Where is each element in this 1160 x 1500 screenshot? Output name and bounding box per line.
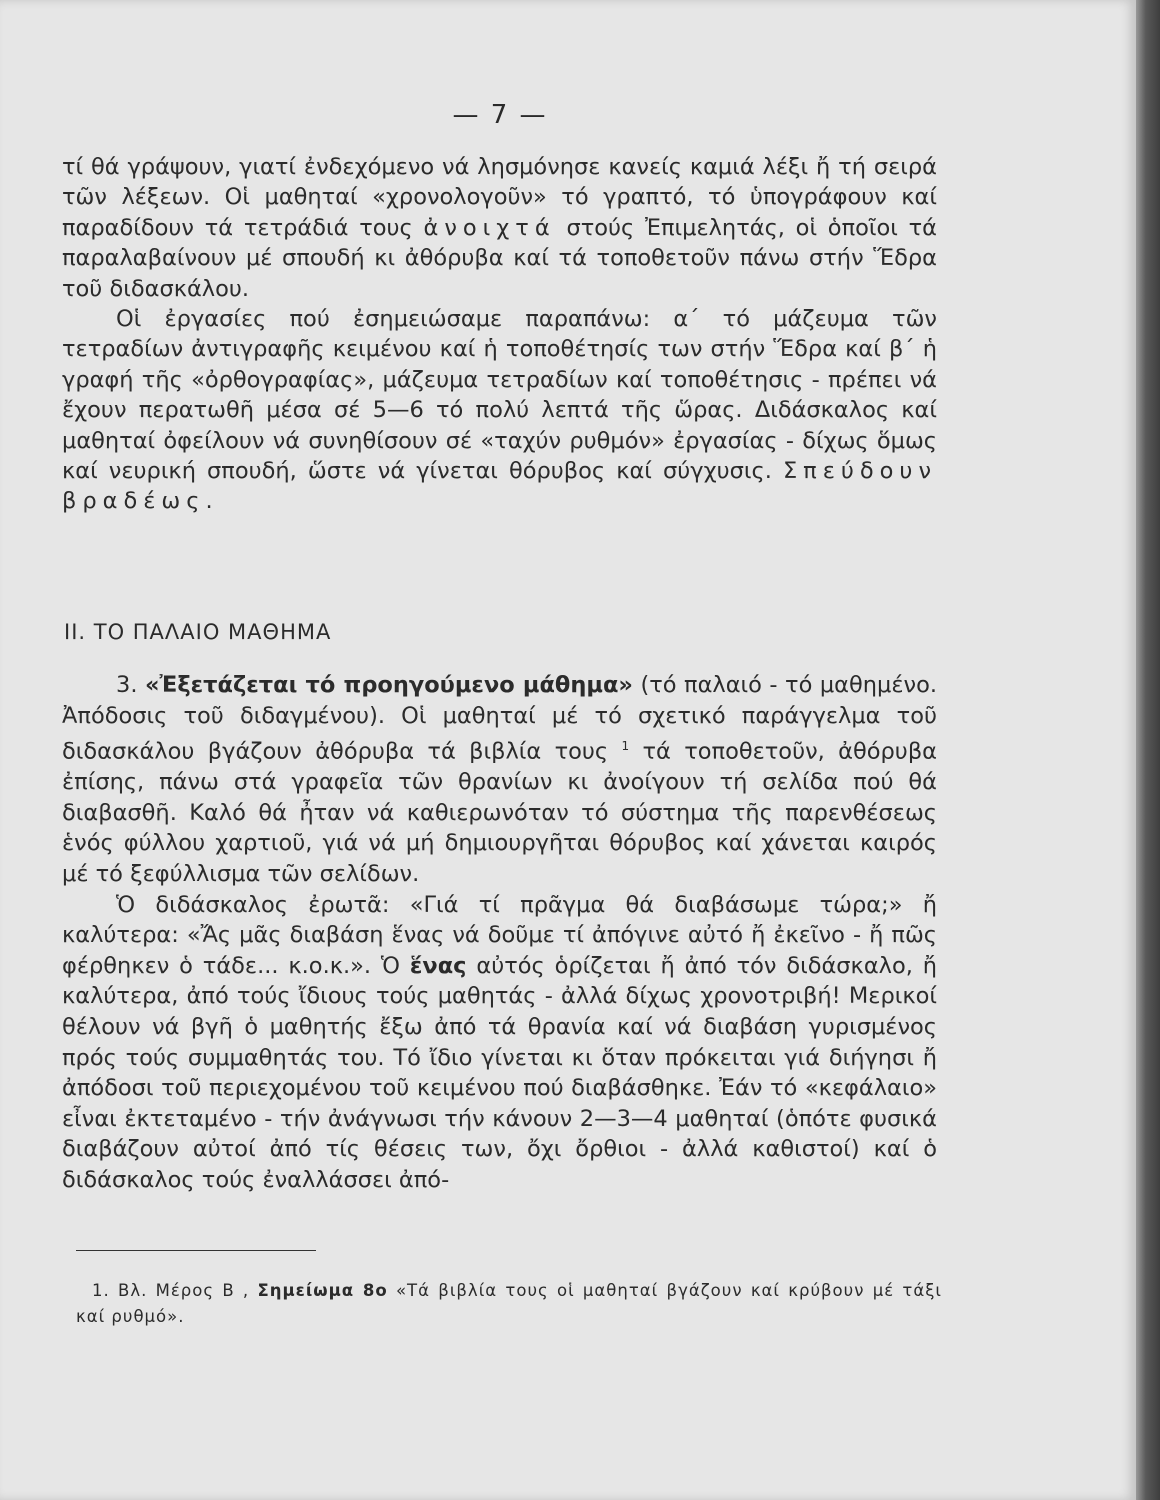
- paragraph-3-text-after: τά τοποθετοῦν, ἀθόρυβα ἐπίσης, πάνω στά γραφεῖα τῶν θρανίων κι ἀνοίγουν τή σελίδα πού θά διαβασθῆ. Καλό θά ἦταν νά καθιερωνόταν τό σύστημα τῆς παρενθέσεως ἑνός φύλλου χαρτιοῦ, γιά νά μή δημιουργῆται θόρυβος καί χάνεται καιρός μέ τό ξεφύλλισμα τῶν σελίδων.: [62, 738, 938, 888]
- paragraph-4-text: Ὁ διδάσκαλος ἐρωτᾶ: «Γιά τί πρᾶγμα θά διαβάσωμε τώρα;» ἤ καλύτερα: «Ἄς μᾶς διαβάση ἕνας νά δοῦμε τί ἀπόγινε αὐτό ἤ ἐκεῖνο - ἤ πῶς φέρθηκεν ὁ τάδε... κ.ο.κ.». Ὁ: [62, 891, 937, 979]
- footnote-ref: Βλ. Μέρος Β ,: [118, 1281, 250, 1300]
- footnote: [76, 1278, 942, 1330]
- bold-word: ἕνας: [409, 952, 467, 979]
- footnote-reference: 1: [621, 739, 630, 754]
- paragraph-1-text-after: στούς Ἐπιμελητάς, οἱ ὁποῖοι τά παραλαβαίνουν μέ σπουδή κι ἀθόρυβα καί τά τοποθετοῦν πάνω στήν Ἕδρα τοῦ διδασκάλου.: [62, 214, 938, 302]
- footnote-number: 1.: [92, 1281, 110, 1300]
- paragraph-3-title: «Ἐξετάζεται τό προηγούμενο μάθημα»: [144, 672, 633, 698]
- footnote-bold: Σημείωμα 8ο: [257, 1281, 388, 1300]
- section-heading: ΙΙ. ΤΟ ΠΑΛΑΙΟ ΜΑΘΗΜΑ: [64, 620, 332, 644]
- spaced-word: ἀνοιχτά: [423, 214, 556, 241]
- page-number: — 7 —: [452, 100, 548, 130]
- paragraph-1-text: τί θά γράψουν, γιατί ἐνδεχόμενο νά λησμόνησε κανείς καμιά λέξι ἤ τή σειρά τῶν λέξεων. Οἱ μαθηταί «χρονολογοῦν» τό γραπτό, τό ὑπογράφουν καί παραδίδουν τά τετράδιά τους: [62, 154, 937, 241]
- footnote-text: [76, 1278, 942, 1330]
- paragraph-number: 3.: [116, 672, 138, 698]
- paragraph-3-text: (τό παλαιό - τό μαθημένο. Ἀπόδοσις τοῦ διδαγμένου). Οἱ μαθηταί μέ τό σχετικό παράγγελμα τοῦ διδασκάλου βγάζουν ἀθόρυβα τά βιβλία τους: [62, 672, 937, 765]
- footnote-quote: «Τά βιβλία τους οἱ μαθηταί βγάζουν καί κρύβουν μέ τάξι καί ρυθμό».: [76, 1281, 942, 1326]
- paragraph-2: [62, 304, 937, 517]
- opening-text-block: [62, 152, 937, 517]
- paragraph-4-text-after: αὐτός ὁρίζεται ἤ ἀπό τόν διδάσκαλο, ἤ καλύτερα, ἀπό τούς ἴδιους τούς μαθητάς - ἀλλά δίχως χρονοτριβή! Μερικοί θέλουν νά βγῆ ὁ μαθητής ἔξω ἀπό τά θρανία καί νά διαβάση γυρισμένος πρός τούς συμμαθητάς του. Τό ἴδιο γίνεται κι ὅταν πρόκειται γιά διήγησι ἤ ἀπόδοσι τοῦ περιεχομένου τοῦ κειμένου πού διαβάσθηκε. Ἐάν τό «κεφάλαιο» εἶναι ἐκτεταμένο - τήν ἀνάγνωσι τήν κάνουν 2—3—4 μαθηταί (ὁπότε φυσικά διαβάζουν αὐτοί ἀπό τίς θέσεις των, ὄχι ὄρθιοι - ἀλλά καθιστοί) καί ὁ διδάσκαλος τούς ἐναλλάσσει ἀπό-: [62, 952, 937, 1193]
- section-text-block: [62, 670, 937, 1196]
- paragraph-4: [62, 890, 937, 1196]
- paragraph-1: [62, 152, 937, 304]
- paragraph-2-text: Οἱ ἐργασίες πού ἐσημειώσαμε παραπάνω: α΄ τό μάζευμα τῶν τετραδίων ἀντιγραφῆς κειμένου καί ἡ τοποθέτησίς των στήν Ἕδρα καί β΄ ἡ γραφή τῆς «ὀρθογραφίας», μάζευμα τετραδίων καί τοποθέτησις - πρέπει νά ἔχουν περατωθῆ μέσα σέ 5—6 τό πολύ λεπτά τῆς ὥρας. Διδάσκαλος καί μαθηταί ὀφείλουν νά συνηθίσουν σέ «ταχύν ρυθμόν» ἐργασίας - δίχως ὅμως καί νευρική σπουδή, ὥστε νά γίνεται θόρυβος καί σύγχυσις.: [62, 306, 937, 485]
- paragraph-3: [62, 670, 937, 890]
- spaced-phrase: Σπεύδουν βραδέως.: [62, 458, 938, 515]
- page-edge: [1136, 0, 1160, 1500]
- footnote-divider: [76, 1250, 316, 1251]
